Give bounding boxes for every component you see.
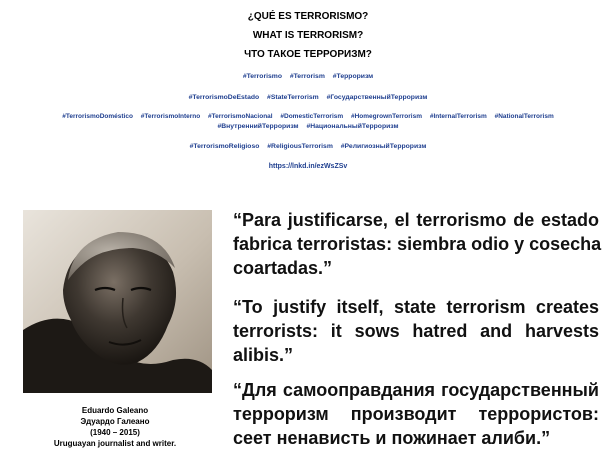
hashtag-link[interactable]: #Терроризм [332, 73, 374, 80]
quote-line: терроризм производит террористов: [233, 404, 599, 424]
hashtag-link[interactable]: #Terrorism [289, 73, 325, 80]
hashtag-link[interactable]: #DomesticTerrorism [280, 113, 344, 120]
title-spanish: ¿QUÉ ES TERRORISMO? [247, 11, 369, 22]
short-link[interactable]: https://lnkd.in/ezWsZSv [268, 163, 348, 170]
title-russian: ЧТО ТАКОЕ ТЕРРОРИЗМ? [244, 49, 372, 60]
hashtag-line-4 [0, 122, 616, 131]
hashtag-link[interactable]: #TerrorismoDeEstado [188, 94, 260, 101]
quote-line: “Для самооправдания государственный [233, 380, 599, 400]
hashtag-link[interactable]: #TerrorismoReligioso [189, 143, 260, 150]
hashtag-link[interactable]: #TerrorismoDoméstico [62, 113, 133, 120]
quote-line: alibis.” [233, 345, 294, 365]
title-english: WHAT IS TERRORISM? [252, 30, 364, 41]
hashtag-link[interactable]: #HomegrownTerrorism [350, 113, 423, 120]
hashtag-link[interactable]: #ВнутреннийТерроризм [217, 123, 299, 130]
hashtag-link[interactable]: #РелигиозныйТерроризм [340, 143, 427, 150]
header [0, 0, 616, 180]
hashtag-link[interactable]: #TerrorismoInterno [140, 113, 201, 120]
quote-line: coartadas.” [233, 258, 333, 278]
quote-russian [233, 378, 599, 450]
caption-name-latin: Eduardo Galeano [81, 406, 149, 415]
hashtag-line-2 [0, 93, 616, 102]
hashtag-link[interactable]: #TerrorismoNacional [208, 113, 273, 120]
caption-years: (1940 – 2015) [90, 428, 140, 437]
hashtag-link[interactable]: #НациональныйТерроризм [306, 123, 399, 130]
portrait-photo-icon [23, 210, 212, 393]
hashtag-link[interactable]: #Terrorismo [242, 73, 282, 80]
quote-line: сеет ненависть и пожинает алиби.” [233, 428, 551, 448]
hashtag-link[interactable]: #ReligiousTerrorism [267, 143, 333, 150]
quote-line: “To justify itself, state terrorism creates [233, 297, 599, 317]
hashtag-link[interactable]: #ГосударственныйТерроризм [326, 94, 428, 101]
hashtag-link[interactable]: #StateTerrorism [267, 94, 319, 101]
hashtag-link[interactable]: #NationalTerrorism [494, 113, 554, 120]
quote-spanish [233, 208, 602, 280]
hashtag-line-3 [0, 112, 616, 121]
quote-line: terrorists: it sows hatred and harvests [233, 321, 599, 341]
caption-description: Uruguayan journalist and writer. [53, 439, 177, 448]
hashtag-line-5 [0, 142, 616, 151]
caption-name-cyrillic: Эдуардо Галеано [80, 417, 150, 426]
quote-english [233, 295, 599, 367]
hashtag-line-1 [0, 72, 616, 81]
portrait-illustration [23, 210, 212, 393]
quote-line: fabrica terroristas: siembra odio y cosecha [233, 234, 602, 254]
hashtag-link[interactable]: #InternalTerrorism [429, 113, 487, 120]
quote-line: “Para justificarse, el terrorismo de estado [233, 210, 599, 230]
